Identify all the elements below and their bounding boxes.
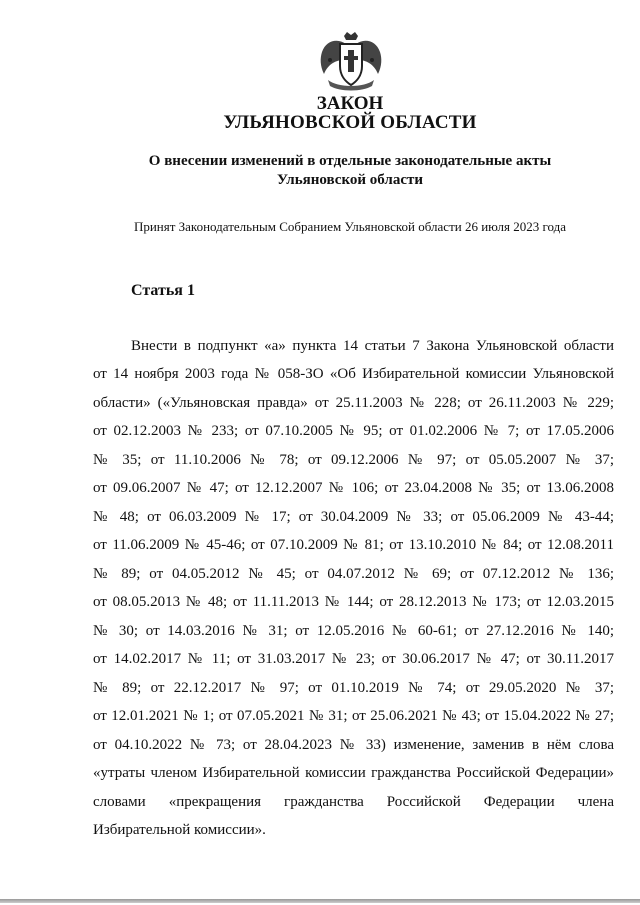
- article-text-line: словами «прекращения гражданства Российской Федерации члена: [93, 794, 614, 810]
- article-text-line: № 48; от 06.03.2009 № 17; от 30.04.2009 № 33; от 05.06.2009 № 43-44;: [93, 509, 614, 525]
- article-text-line: Избирательной комиссии».: [93, 822, 266, 838]
- law-title: ЗАКОН: [316, 93, 384, 114]
- adoption-note: Принят Законодательным Собранием Ульяновской области 26 июля 2023 года: [133, 219, 567, 234]
- article-text-line: от 09.06.2007 № 47; от 12.12.2007 № 106; от 23.04.2008 № 35; от 13.06.2008: [93, 480, 614, 496]
- page-bottom-edge: [0, 899, 640, 903]
- region-title: УЛЬЯНОВСКОЙ ОБЛАСТИ: [223, 112, 477, 133]
- article-text-line: от 14 ноября 2003 года № 058-ЗО «Об Избирательной комиссии Ульяновской: [93, 366, 614, 382]
- article-text-line: от 04.10.2022 № 73; от 28.04.2023 № 33) изменение, заменив в нём слова: [93, 737, 614, 753]
- article-text-line: от 08.05.2013 № 48; от 11.11.2013 № 144; от 28.12.2013 № 173; от 12.03.2015: [93, 594, 614, 610]
- article-heading: Статья 1: [131, 282, 195, 299]
- article-text-line: № 89; от 04.05.2012 № 45; от 04.07.2012 № 69; от 07.12.2012 № 136;: [93, 566, 614, 582]
- article-text-line: от 14.02.2017 № 11; от 31.03.2017 № 23; от 30.06.2017 № 47; от 30.11.2017: [93, 651, 614, 667]
- article-text-line: от 02.12.2003 № 233; от 07.10.2005 № 95; от 01.02.2006 № 7; от 17.05.2006: [93, 423, 614, 439]
- article-text-line: № 30; от 14.03.2016 № 31; от 12.05.2016 № 60-61; от 27.12.2016 № 140;: [93, 623, 614, 639]
- article-text-line: от 11.06.2009 № 45-46; от 07.10.2009 № 81; от 13.10.2010 № 84; от 12.08.2011: [93, 537, 614, 553]
- article-text-line: № 89; от 22.12.2017 № 97; от 01.10.2019 № 74; от 29.05.2020 № 37;: [93, 680, 614, 696]
- article-text-line: № 35; от 11.10.2006 № 78; от 09.12.2006 № 97; от 05.05.2007 № 37;: [93, 452, 614, 468]
- law-subtitle-line2: Ульяновской области: [276, 172, 424, 188]
- article-text-line: Внести в подпункт «а» пункта 14 статьи 7 Закона Ульяновской области: [131, 338, 614, 354]
- article-text-line: от 12.01.2021 № 1; от 07.05.2021 № 31; от 25.06.2021 № 43; от 15.04.2022 № 27;: [93, 708, 614, 724]
- law-subtitle-line1: О внесении изменений в отдельные законодательные акты: [148, 153, 552, 169]
- article-text-line: области» («Ульяновская правда» от 25.11.2003 № 228; от 26.11.2003 № 229;: [93, 395, 614, 411]
- article-text-line: «утраты членом Избирательной комиссии гражданства Российской Федерации»: [93, 765, 614, 781]
- coat-of-arms-icon: [318, 30, 384, 94]
